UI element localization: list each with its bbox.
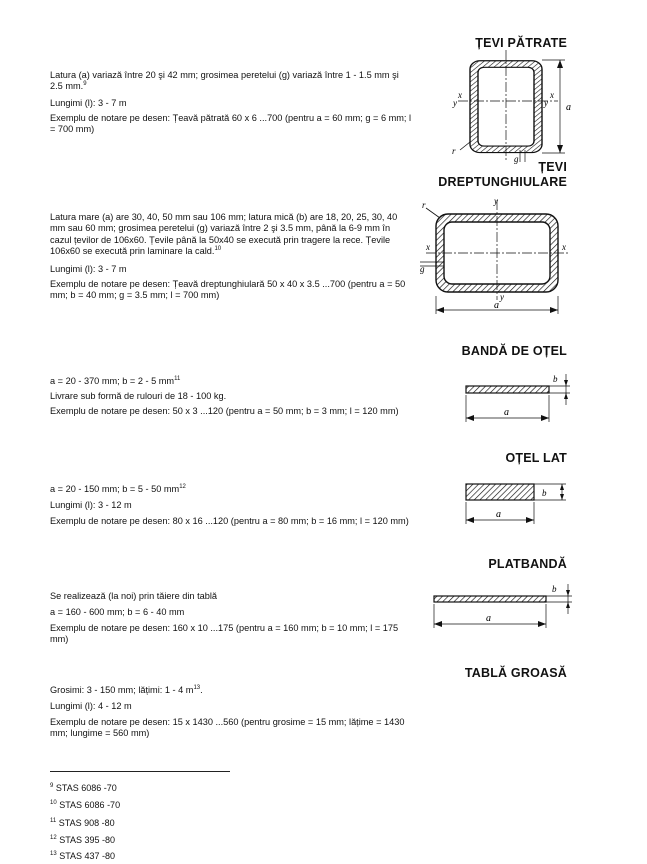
otel-lat-lengths: Lungimi (l): 3 - 12 m <box>50 500 132 510</box>
axis-x-label: x <box>562 242 566 252</box>
axis-y-label: y <box>544 98 548 108</box>
section-title-tevi-dreptunghiulare <box>438 160 567 190</box>
footnote-ref[interactable]: 11 <box>174 376 181 382</box>
footnote-ref[interactable]: 9 <box>83 81 87 88</box>
dim-a-label: a <box>504 407 509 418</box>
wall-g-label: g <box>514 154 519 164</box>
footnote: $^{11}$ STAS 908 -80 <box>50 818 115 828</box>
tabla-groasa-example: Exemplu de notare pe desen: 15 x 1430 ...560 (pentru grosime = 15 mm; lățime = 1430 mm; lungime = 560 mm) <box>50 717 405 739</box>
title-line: DREPTUNGHIULARE <box>438 175 567 189</box>
dim-b-label: b <box>553 374 558 384</box>
tevi-patrate-lengths: Lungimi (l): 3 - 7 m <box>50 98 127 108</box>
footnote: $^9$ STAS 6086 -70 <box>50 783 117 793</box>
platbanda-example: Exemplu de notare pe desen: 160 x 10 ...175 (pentru a = 160 mm; b = 10 mm; l = 175 mm) <box>50 623 399 645</box>
section-title-banda-otel: BANDĂ DE OȚEL <box>461 344 567 358</box>
dim-a-label: a <box>486 613 491 624</box>
radius-r-label: r <box>422 200 426 210</box>
platbanda-dimensions: a = 160 - 600 mm; b = 6 - 40 mm <box>50 607 185 617</box>
footnote: $^{12}$ STAS 395 -80 <box>50 835 116 845</box>
axis-x-label: x <box>458 90 462 100</box>
axis-x-label: x <box>550 90 554 100</box>
tevi-patrate-dimensions: Latura (a) variază între 20 şi 42 mm; grosimea peretelui (g) variază între 1 - 1.5 mm şi 2.5 mm.$^9$ <box>50 70 399 92</box>
footnote-ref[interactable]: 13 <box>193 685 201 691</box>
footnote: $^{10}$ STAS 6086 -70 <box>50 800 121 810</box>
dim-b-label: b <box>552 584 557 594</box>
otel-lat-dimensions: a = 20 - 150 mm; b = 5 - 50 $mm^{12}$ <box>50 484 186 494</box>
footnote: $^{13}$ STAS 437 -80 <box>50 851 116 861</box>
banda-otel-example: Exemplu de notare pe desen: 50 x 3 ...120 (pentru a = 50 mm; b = 3 mm; l = 120 mm) <box>50 406 399 416</box>
section-title-platbanda: PLATBANDĂ <box>488 557 567 571</box>
section-title-otel-lat: OȚEL LAT <box>505 451 567 465</box>
axis-y-label: y <box>494 196 498 206</box>
dim-a-label: a <box>494 300 499 311</box>
axis-x-label: x <box>426 242 430 252</box>
tabla-groasa-lengths: Lungimi (l): 4 - 12 m <box>50 701 132 711</box>
banda-otel-delivery: Livrare sub formă de rulouri de 18 - 100 kg. <box>50 391 227 401</box>
dim-a-label: a <box>566 102 571 113</box>
rectangular-tube-drawing <box>418 196 578 321</box>
footnote-ref[interactable]: 10 <box>214 245 222 252</box>
square-tube-drawing <box>440 50 580 165</box>
tabla-groasa-dimensions: Grosimi: 3 - 150 mm; lățimi: 1 - 4 $m^{13}$. <box>50 685 203 695</box>
axis-y-label: y <box>500 292 504 302</box>
otel-lat-example: Exemplu de notare pe desen: 80 x 16 ...120 (pentru a = 80 mm; b = 16 mm; l = 120 mm) <box>50 516 409 526</box>
radius-r-label: r <box>452 146 456 156</box>
dim-a-label: a <box>496 509 501 520</box>
tevi-dreptunghiulare-lengths: Lungimi (l): 3 - 7 m <box>50 264 127 274</box>
footnote-ref[interactable]: 12 <box>179 484 186 490</box>
steel-strip-drawing <box>458 368 573 426</box>
tevi-dreptunghiulare-dimensions: Latura mare (a) are 30, 40, 50 mm sau 106 mm; latura mică (b) are 18, 20, 25, 30, 40 mm sau 60 mm; grosimea peretelui (g) variază între 2 şi 3.5 mm, până la 6-9 mm în cazul țevilor de 106x60. Țevile până la 50x40 se execută prin tragere la rece. Țevile 106x60 se execută prin laminare la cald.$^{10}$ <box>50 212 398 256</box>
title-line: ȚEVI <box>538 160 567 174</box>
footnote-separator <box>50 771 230 772</box>
axis-y-label: y <box>453 98 457 108</box>
section-title-tevi-patrate: ȚEVI PĂTRATE <box>475 36 567 50</box>
flat-bar-drawing <box>428 582 576 632</box>
platbanda-process: Se realizează (la noi) prin tăiere din tablă <box>50 591 217 601</box>
wall-g-label: g <box>420 264 425 274</box>
banda-otel-dimensions: a = 20 - 370 mm; b = 2 - 5 $mm^{11}$ <box>50 376 181 386</box>
section-title-tabla-groasa: TABLĂ GROASĂ <box>464 666 567 680</box>
flat-steel-drawing <box>458 476 573 532</box>
tevi-patrate-example: Exemplu de notare pe desen: Țeavă pătrată 60 x 6 ...700 (pentru a = 60 mm; g = 6 mm; l = 700 mm) <box>50 113 412 135</box>
tevi-dreptunghiulare-example: Exemplu de notare pe desen: Țeavă dreptunghiulară 50 x 40 x 3.5 ...700 (pentru a = 50 mm; b = 40 mm; g = 3.5 mm; l = 700 mm) <box>50 279 406 301</box>
dim-b-label: b <box>542 488 547 498</box>
